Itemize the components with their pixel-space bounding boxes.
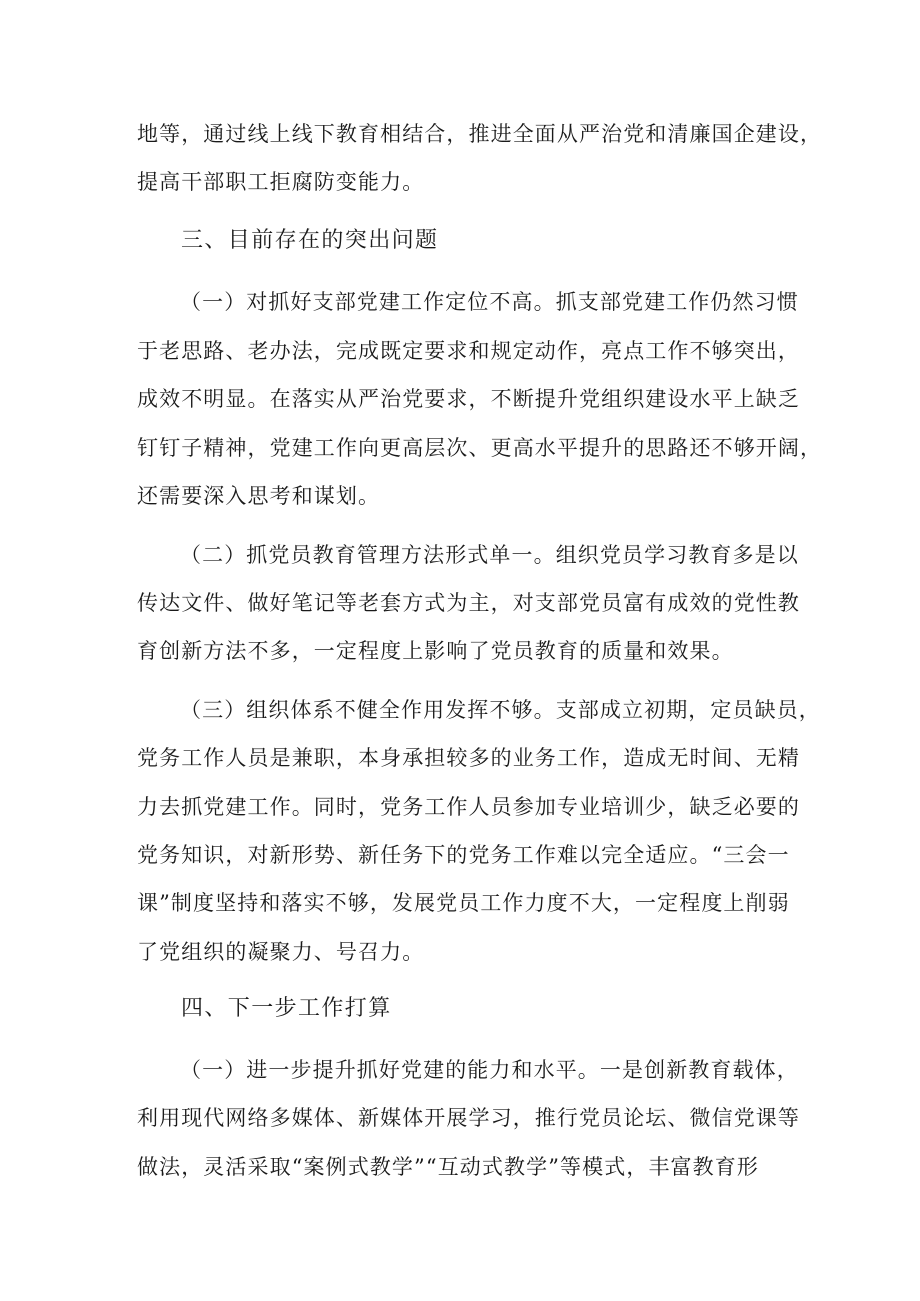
s3-p1-line-3: 成效不明显。在落实从严治党要求，不断提升党组织建设水平上缺乏 [137,387,800,411]
section-3-heading: 三、目前存在的突出问题 [181,228,439,253]
s4-p1-line-2: 利用现代网络多媒体、新媒体开展学习，推行党员论坛、微信党课等 [137,1106,800,1130]
s3-p2-line-3: 育创新方法不多，一定程度上影响了党员教育的质量和效果。 [137,639,734,663]
s3-p3-line-1: （三）组织体系不健全作用发挥不够。支部成立初期，定员缺员， [180,698,821,722]
s3-p2-line-1: （二）抓党员教育管理方法形式单一。组织党员学习教育多是以 [180,543,799,567]
s3-p3-line-4: 党务知识，对新形势、新任务下的党务工作难以完全适应。“三会一 [137,843,790,867]
s3-p1-line-1: （一）对抓好支部党建工作定位不高。抓支部党建工作仍然习惯 [180,290,799,314]
s3-p1-line-4: 钉钉子精神，党建工作向更高层次、更高水平提升的思路还不够开阔， [137,436,823,460]
s4-p1-line-3: 做法，灵活采取“案例式教学”“互动式教学”等模式，丰富教育形 [137,1155,759,1179]
s4-p1-line-1: （一）进一步提升抓好党建的能力和水平。一是创新教育载体， [180,1058,799,1082]
intro-line-2: 提高干部职工拒腐防变能力。 [137,170,425,194]
s3-p1-line-5: 还需要深入思考和谋划。 [137,484,381,508]
s3-p2-line-2: 传达文件、做好笔记等老套方式为主，对支部党员富有成效的党性教 [137,591,800,615]
s3-p3-line-5: 课”制度坚持和落实不够，发展党员工作力度不大，一定程度上削弱 [137,891,790,915]
s3-p3-line-6: 了党组织的凝聚力、号召力。 [137,940,425,964]
s3-p3-line-2: 党务工作人员是兼职，本身承担较多的业务工作，造成无时间、无精 [137,746,800,770]
s3-p3-line-3: 力去抓党建工作。同时，党务工作人员参加专业培训少，缺乏必要的 [137,795,800,819]
section-4-heading: 四、下一步工作打算 [181,996,392,1021]
intro-line-1: 地等，通过线上线下教育相结合，推进全面从严治党和清廉国企建设， [137,122,823,146]
s3-p1-line-2: 于老思路、老办法，完成既定要求和规定动作，亮点工作不够突出， [137,339,800,363]
